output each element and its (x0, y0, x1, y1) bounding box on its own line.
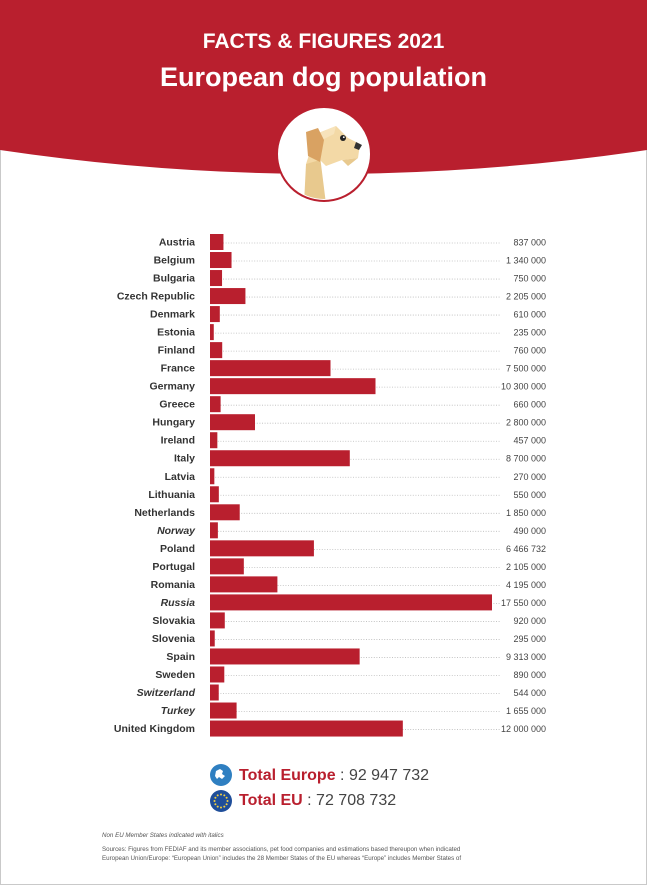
category-label: Russia (160, 596, 195, 609)
value-label: 2 800 000 (505, 417, 546, 428)
value-label: 235 000 (513, 327, 546, 338)
bar-sweden (210, 666, 224, 682)
bar-switzerland (210, 685, 219, 701)
europe-globe-icon (210, 764, 232, 786)
value-label: 295 000 (513, 633, 546, 644)
category-label: Finland (157, 344, 195, 357)
bar-portugal (210, 558, 244, 574)
total-europe-label: Total Europe (239, 767, 336, 784)
category-label: Poland (159, 542, 195, 555)
value-label: 457 000 (513, 435, 546, 446)
category-label: Latvia (164, 470, 195, 483)
category-label: Denmark (150, 308, 195, 321)
category-label: Bulgaria (152, 272, 195, 285)
category-label: Hungary (152, 416, 195, 429)
bar-slovenia (210, 630, 215, 646)
value-label: 2 105 000 (505, 561, 546, 572)
eu-stars-icon (210, 790, 232, 812)
page-title: European dog population (160, 62, 487, 92)
bar-poland (210, 540, 314, 556)
bar-bulgaria (210, 270, 222, 286)
bar-denmark (210, 306, 220, 322)
bar-czech-republic (210, 288, 245, 304)
value-label: 544 000 (513, 688, 546, 698)
value-label: 12 000 000 (500, 724, 546, 735)
total-eu-label: Total EU (239, 792, 303, 809)
value-label: 837 000 (513, 237, 546, 248)
category-label: Switzerland (136, 687, 195, 699)
value-label: 7 500 000 (505, 363, 546, 374)
category-label: Romania (150, 578, 195, 591)
bar-russia (210, 594, 492, 610)
value-label: 17 550 000 (500, 597, 546, 608)
bar-lithuania (210, 486, 219, 502)
bar-united-kingdom (210, 721, 403, 737)
category-label: Turkey (160, 705, 195, 718)
category-label: Slovakia (152, 614, 195, 627)
value-label: 1 340 000 (505, 255, 546, 266)
category-label: Slovenia (151, 632, 195, 645)
category-label: Estonia (157, 326, 195, 339)
bar-greece (210, 396, 221, 412)
total-europe (239, 767, 429, 785)
header-subtitle: FACTS & FIGURES 2021 (202, 30, 445, 53)
bar-estonia (210, 324, 214, 340)
category-label: Italy (173, 452, 195, 465)
category-label: Lithuania (148, 488, 195, 501)
category-label: Czech Republic (116, 290, 195, 303)
bar-ireland (210, 432, 217, 448)
value-label: 490 000 (513, 525, 546, 536)
value-label: 1 850 000 (505, 507, 546, 518)
value-label: 2 205 000 (505, 291, 546, 302)
value-label: 660 000 (513, 399, 546, 410)
footnote-sources: Sources: Figures from FEDIAF and its member associations, pet food companies and estimations based thereupon when indicated (102, 846, 461, 853)
category-label: Ireland (160, 434, 195, 447)
category-label: Portugal (152, 560, 195, 573)
value-label: 9 313 000 (505, 651, 546, 662)
bar-turkey (210, 703, 237, 719)
bar-slovakia (210, 612, 225, 628)
value-label: 270 000 (513, 471, 546, 482)
bar-netherlands (210, 504, 240, 520)
bar-romania (210, 576, 277, 592)
category-label: Greece (159, 398, 195, 411)
total-eu (239, 792, 396, 810)
category-label: United Kingdom (113, 723, 195, 736)
value-label: 890 000 (513, 669, 546, 680)
value-label: 8 700 000 (505, 453, 546, 464)
value-label: 920 000 (513, 615, 546, 626)
total-europe-value: : 92 947 732 (340, 767, 430, 784)
bar-france (210, 360, 331, 376)
footnote-definitions: European Union/Europe: “European Union” includes the 28 Member States of the EU whereas “Europe” includes Member States of (102, 855, 462, 862)
value-label: 610 000 (513, 309, 546, 320)
value-label: 6 466 732 (505, 543, 546, 554)
bar-norway (210, 522, 218, 538)
bar-hungary (210, 414, 255, 430)
value-label: 1 655 000 (505, 706, 546, 717)
total-eu-value: : 72 708 732 (307, 792, 397, 809)
category-label: Spain (166, 650, 195, 663)
bar-spain (210, 648, 360, 664)
category-label: Germany (149, 380, 195, 393)
value-label: 760 000 (513, 345, 546, 356)
category-label: Norway (157, 524, 195, 537)
bar-latvia (210, 468, 214, 484)
bar-belgium (210, 252, 232, 268)
bar-italy (210, 450, 350, 466)
value-label: 550 000 (513, 489, 546, 500)
category-label: Austria (158, 236, 195, 249)
category-label: Netherlands (134, 506, 195, 519)
value-label: 4 195 000 (505, 579, 546, 590)
bar-austria (210, 234, 223, 250)
value-label: 10 300 000 (500, 381, 546, 392)
category-label: France (160, 362, 195, 375)
footnote-italics: Non EU Member States indicated with italics (102, 832, 224, 839)
bar-germany (210, 378, 376, 394)
bar-finland (210, 342, 222, 358)
category-label: Sweden (155, 668, 195, 681)
value-label: 750 000 (513, 273, 546, 284)
category-label: Belgium (153, 254, 195, 267)
